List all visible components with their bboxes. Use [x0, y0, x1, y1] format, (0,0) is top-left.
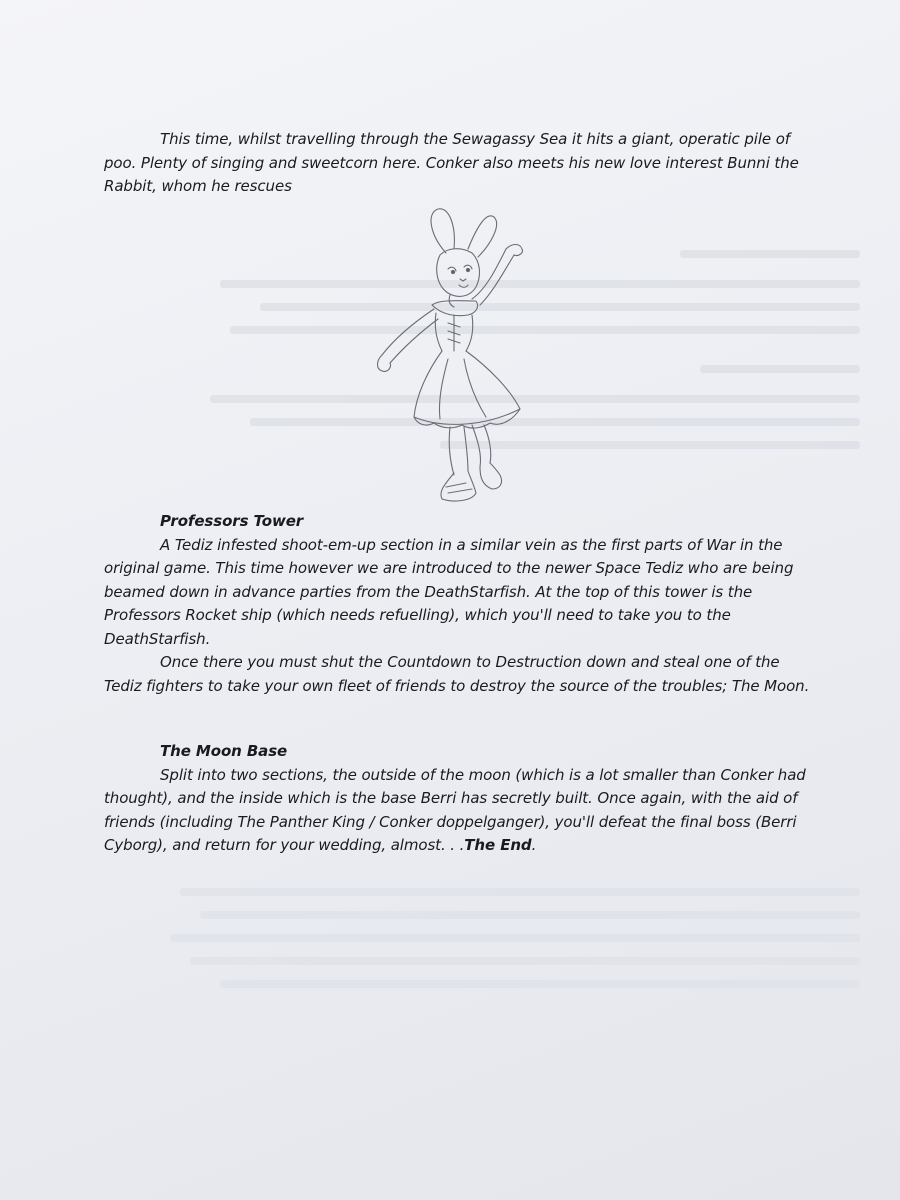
- show-through-lines-lower-icon: [160, 880, 860, 1010]
- moon-base-heading: The Moon Base: [160, 742, 288, 760]
- the-end-label: The End: [464, 836, 532, 854]
- intro-paragraph: This time, whilst travelling through the Sewagassy Sea it hits a giant, operatic pile of poo. Plenty of singing and sweetcorn here. Conker also meets his new love interest Bunni the Rabbit, whom he rescues: [104, 130, 799, 195]
- professors-tower-paragraph-2: Once there you must shut the Countdown to Destruction down and steal one of the Tediz fighters to take your own fleet of friends to destroy the source of the troubles; The Moon.: [104, 653, 810, 695]
- moon-base-section: [104, 740, 816, 858]
- professors-tower-heading: Professors Tower: [160, 512, 304, 530]
- moon-base-paragraph: [104, 764, 816, 858]
- bunni-illustration: [368, 205, 538, 510]
- show-through-shading-lower: [110, 880, 860, 1018]
- moon-base-paragraph-text: Split into two sections, the outside of the moon (which is a lot smaller than Conker had thought), and the inside which is the base Berri has secretly built. Once again, with the aid of friends (including The Panther King / Conker doppelganger), you'll defeat the final boss (Berri Cyborg), and return for your wedding, almost. . .: [104, 765, 806, 854]
- intro-section: [104, 128, 816, 199]
- professors-tower-paragraph-1: A Tediz infested shoot-em-up section in a similar vein as the first parts of War in the original game. This time however we are introduced to the newer Space Tediz who are being beamed down in advance parties from the DeathStarfish. At the top of this tower is the Professors Rocket ship (which needs refuelling), which you'll need to take you to the DeathStarfish.: [104, 535, 794, 648]
- bunni-rabbit-sketch-icon: [368, 205, 538, 510]
- professors-tower-section: [104, 510, 816, 698]
- the-end-period: .: [531, 836, 537, 854]
